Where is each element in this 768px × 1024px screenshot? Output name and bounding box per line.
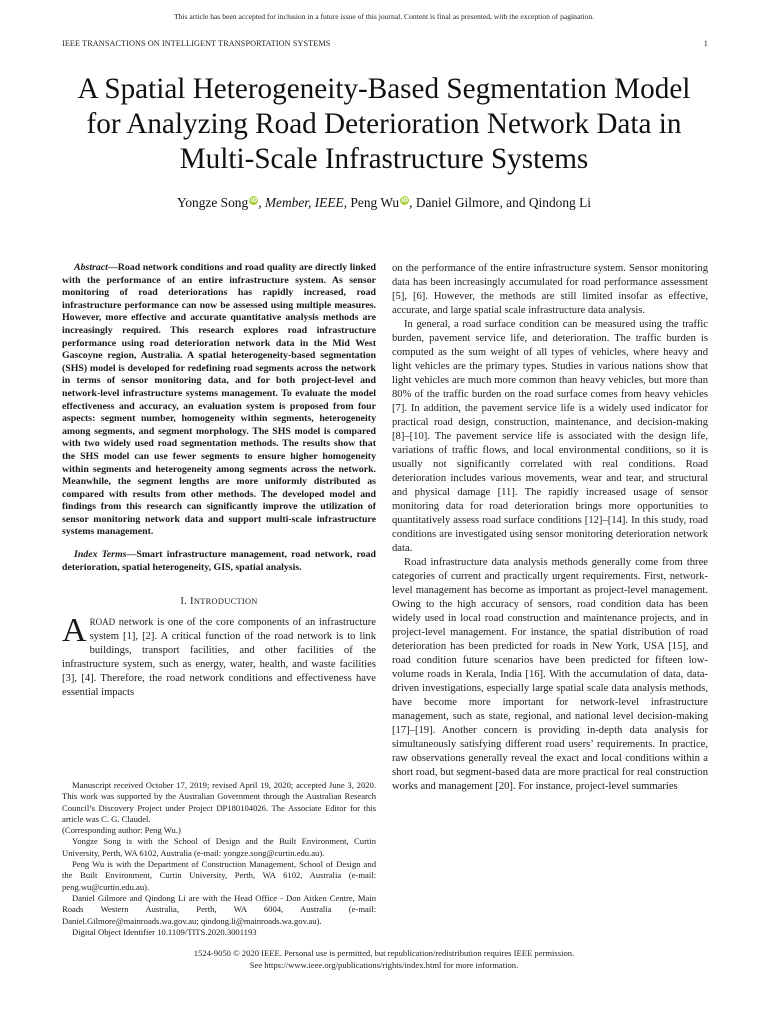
- rights-link[interactable]: See https://www.ieee.org/publications/rights/index.html for more information.: [249, 959, 519, 970]
- paper-title: [40, 72, 728, 177]
- left-column: [62, 262, 376, 700]
- index-terms: [62, 549, 376, 574]
- title-line: Multi-Scale Infrastructure Systems: [179, 143, 589, 175]
- drop-cap: A: [62, 612, 87, 650]
- title-line: A Spatial Heterogeneity-Based Segmentation Model: [77, 73, 691, 105]
- author-affiliation: , Member, IEEE: [258, 195, 344, 210]
- footnote: Peng Wu is with the Department of Construction Management, School of Design and the Built Environment, Curtin University, Perth, WA 6102, Australia (e-mail: peng.wu@curtin.edu.au).: [62, 859, 376, 892]
- footnote: Yongze Song is with the School of Design and the Built Environment, Curtin University, Perth, WA 6102, Australia (e-mail: yongze.song@curtin.edu.au).: [62, 836, 376, 858]
- author-names-rest: , Daniel Gilmore, and Qindong Li: [409, 195, 591, 210]
- journal-name: IEEE TRANSACTIONS ON INTELLIGENT TRANSPORTATION SYSTEMS: [62, 39, 331, 48]
- intro-text: network is one of the core components of an infrastructure system [1], [2]. A critical function of the road network is to link buildings, transport facilities, and other facilities of the infrastructure system, such as energy, water, health, and waste facilities [3], [4]. Therefore, the road network conditions and effectiveness have essential impacts: [62, 617, 376, 699]
- author-name: Yongze Song: [177, 195, 249, 210]
- section-number: I.: [180, 596, 191, 608]
- orcid-icon[interactable]: iD: [401, 197, 409, 204]
- author-name: , Peng Wu: [343, 195, 400, 210]
- body-paragraph: In general, a road surface condition can be measured using the traffic burden, pavement service life, and deterioration. The traffic burden is computed as the sum weight of all types of vehicles, where heavy and light vehicles are the primary types. Studies in various nations show that light vehicles are much more common than heavy vehicles, but more than 80% of the traffic burden on the road surface comes from heavy vehicles [7]. In addition, the pavement service life is a widely used indicator for practical road design, construction, maintenance, and decision-making [8]–[10]. The pavement service life is associated with the design life, variations of traffic flows, and local environmental conditions, so it is usually not significantly correlated with real conditions. Road deterioration includes various movements, wear and tear, and structural and physical damage [11]. The rapidly increased usage of sensor monitoring data for road deterioration brings more opportunities to quantitatively assess road surface conditions [12]–[14]. In this study, road conditions are investigated using sensor monitoring deterioration network data.: [392, 319, 708, 554]
- author-list: [40, 195, 728, 211]
- intro-paragraph: [62, 612, 376, 700]
- acceptance-note: This article has been accepted for inclusion in a future issue of this journal. Content is final as presented, with the exception of pagination.: [173, 12, 595, 21]
- footnote: Manuscript received October 17, 2019; revised April 19, 2020; accepted June 3, 2020. This work was supported by the Australian Government through the Australian Research Council’s Discovery Project under Project DP180104026. The Associate Editor for this article was C. G. Claudel.: [62, 780, 376, 824]
- abstract-text: Road network conditions and road quality are directly linked with the performance of an entire infrastructure system. As sensor monitoring of road deteriorations has rapidly increased, road infrastructure performance can now be assessed using multiple measures. However, more effective and accurate quantitative analysis methods are increasingly required. This research explores road infrastructure performance using road deterioration network data in the Mid West Gascoyne region, Australia. A spatial heterogeneity-based segmentation (SHS) model is developed for redefining road segments across the network in terms of sensor monitoring data, and for both project-level and network-level infrastructure systems management. To evaluate the model effectiveness and accuracy, an evaluation system is proposed from four aspects: segment number, homogeneity within segments, heterogeneity among segments, and segment morphology. The SHS model is compared with two widely used road segmentation methods. The results show that the SHS model can use fewer segments to ensure higher homogeneity within segments and heterogeneity among segments across the network. Meanwhile, the segment lengths are more uniformly distributed as compared with results from other methods. The developed model and findings from this research can significantly improve the utilization of sensor monitoring network data and support multi-scale infrastructure systems management.: [62, 262, 376, 538]
- footnotes: [62, 780, 376, 938]
- abstract-dash: —: [107, 262, 118, 273]
- section-title-rest: NTRODUCTION: [193, 597, 258, 607]
- footnote-doi: Digital Object Identifier 10.1109/TITS.2020.3001193: [72, 926, 257, 937]
- copyright-footer: [0, 948, 768, 971]
- section-heading: [62, 595, 376, 609]
- page-number: 1: [703, 39, 708, 48]
- abstract-label: Abstract: [74, 262, 108, 273]
- orcid-icon[interactable]: iD: [250, 197, 258, 204]
- footnote: Daniel Gilmore and Qindong Li are with the Head Office - Don Aitken Centre, Main Roads Western Australia, Perth, WA 6004, Australia (e-mail: Daniel.Gilmore@mainroads.wa.gov.au; qindong.li@mainroads.wa.gov.au).: [62, 892, 376, 926]
- index-terms-dash: —: [126, 549, 137, 561]
- copyright-line: 1524-9050 © 2020 IEEE. Personal use is permitted, but republication/redistribution requires IEEE permission.: [193, 948, 575, 958]
- body-paragraph: on the performance of the entire infrastructure system. Sensor monitoring data has been increasingly accumulated for road performance assessment [5], [6]. However, the methods are still limited insofar as effective, accurate, and large spatial scale infrastructure data analysis.: [392, 263, 708, 316]
- right-column: [392, 262, 708, 794]
- footnote-corresponding: (Corresponding author: Peng Wu.): [62, 825, 181, 836]
- index-terms-text: Smart infrastructure management, road network, road deterioration, spatial heterogeneity, GIS, spatial analysis.: [62, 549, 376, 573]
- index-terms-label: Index Terms: [74, 549, 127, 561]
- body-paragraph: Road infrastructure data analysis methods generally come from three categories of current and practically urgent requirements. First, network-level management has become as important as project-level management. Owing to the high accuracy of sensors, road condition data has been widely used in local road construction and maintenance projects, and in project-level management. For instance, the spatial distribution of road deterioration has been predicted for roads in New York, USA [15], and road condition future scenarios have been predicted for fifteen low-volume roads in Kerala, India [16]. With the accumulation of data, data-driven investigations, especially large spatial scale data analysis methods, have become more important for network-level infrastructure management, such as state, regional, and national level decision-making [17]–[19]. Another concern is providing in-depth data analysis for simultaneously satisfying different road users’ requirements. In practice, raw observations generally reveal the exact and local conditions within a short road, but segment-based data are more practical for real construction works and management [20]. For instance, project-level summaries: [392, 557, 708, 792]
- abstract: [62, 262, 376, 539]
- section-title-first: I: [190, 596, 194, 608]
- title-line: for Analyzing Road Deterioration Network Data in: [86, 108, 682, 140]
- intro-first-word: ROAD: [89, 617, 116, 628]
